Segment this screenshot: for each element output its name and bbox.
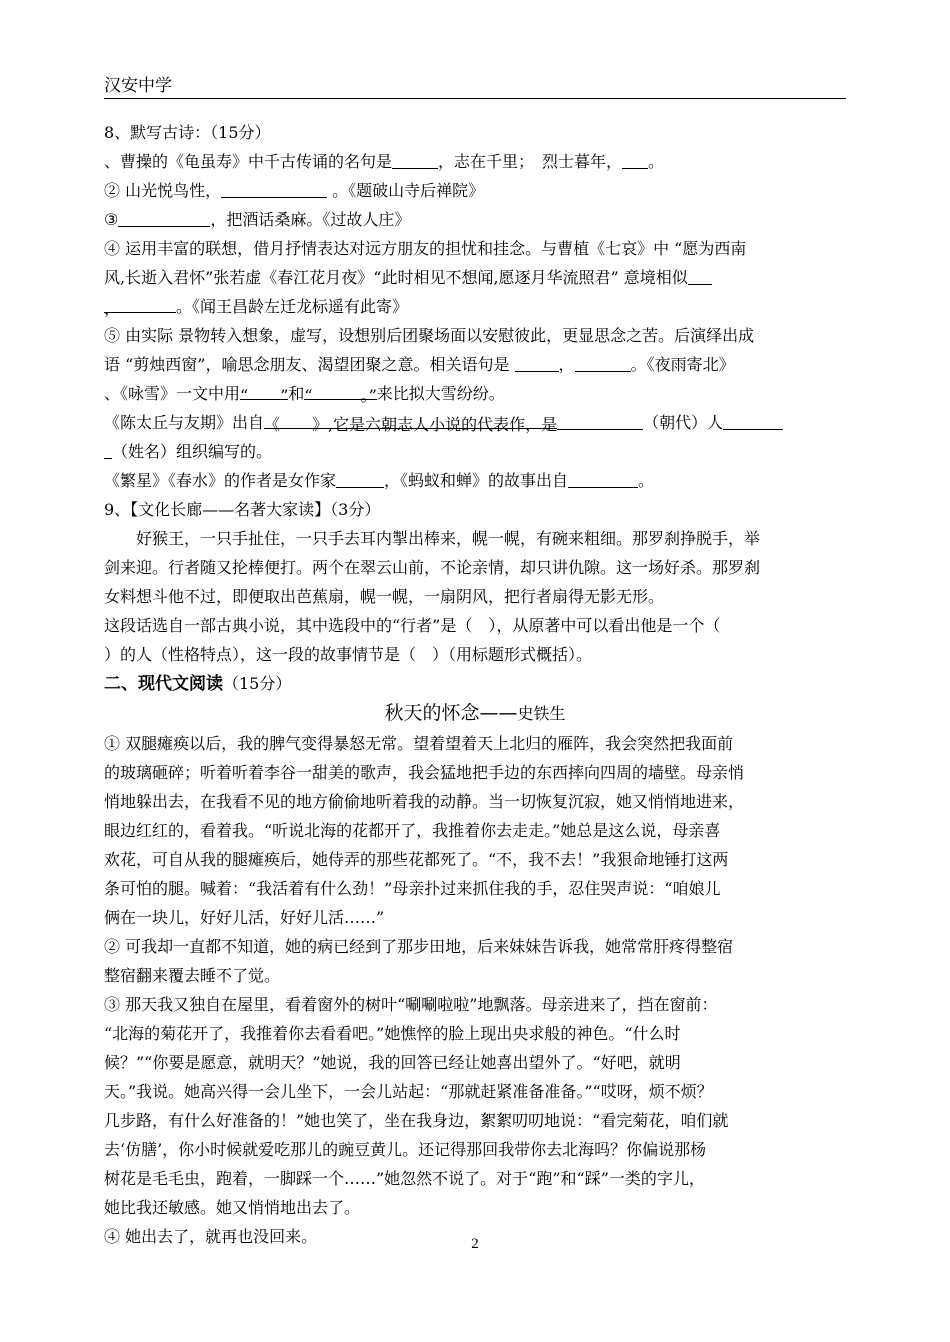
q8-line-7: 《陈太丘与友期》出自《 》,它是六朝志人小说的代表作，是 （朝代）人 [104,408,846,437]
q8-line-5a: ⑤ 由实际 景物转入想象，虚写，设想别后团聚场面以安慰彼此，更显思念之苦。后演绎出成 [104,326,755,345]
answer-blank[interactable]: “ ” [240,381,288,400]
essay-author: 史铁生 [517,704,566,723]
essay-line: 她比我还敏感。她又悄悄地出去了。 [104,1198,361,1217]
essay-line: ③ 那天我又独自在屋里，看着窗外的树叶“唰唰啦啦”地飘落。母亲进来了，挡在窗前： [104,995,718,1014]
essay-title: 秋天的怀念——史铁生 [384,702,566,724]
answer-blank[interactable] [118,208,210,227]
q8-line-9: 《繁星》《春水》的作者是女作家 ，《蚂蚁和蝉》的故事出自 。 [104,471,655,490]
q8-line-1: 、曹操的《龟虽寿》中千古传诵的名句是 ，志在千里； 烈士暮年， 。 [104,152,665,171]
essay-line: 树花是毛毛虫，跑着，一脚踩一个……”她忽然不说了。对于“跑”和“踩”一类的字儿， [104,1169,705,1188]
essay-line: 悄地躲出去，在我看不见的地方偷偷地听着我的动静。当一切恢复沉寂，她又悄悄地进来， [104,792,745,811]
q8-heading: 8、默写古诗：（15分） [104,123,271,142]
essay-body [104,729,846,1251]
answer-blank[interactable] [622,150,648,169]
answer-blank[interactable] [336,469,384,488]
answer-blank[interactable] [575,353,631,372]
page-content [104,118,846,1251]
answer-blank[interactable]: “ 。” [304,381,376,400]
answer-blank[interactable] [723,411,783,430]
q8-line-4c: ， 。《闻王昌龄左迁龙标遥有此寄》 [104,292,846,321]
answer-blank[interactable]: 《 》,它是六朝志人小说的代表作，是 [264,410,557,429]
q9-passage-2: 剑来迎。行者随又抡棒便打。两个在翠云山前，不论亲情，却只讲仇隙。这一场好杀。那罗刹 [104,558,761,577]
answer-blank[interactable] [392,150,438,169]
page-number: 2 [471,1236,479,1252]
essay-line: 的玻璃砸碎；听着听着李谷一甜美的歌声，我会猛地把手边的东西摔向四周的墙壁。母亲悄 [104,763,745,782]
q8-line-3: ③ ，把酒话桑麻。《过故人庄》 [104,210,411,229]
essay-line: 眼边红红的，看着我。“听说北海的花都开了，我推着你去走走。”她总是这么说，母亲喜 [104,821,721,840]
essay-line: ① 双腿瘫痪以后，我的脾气变得暴怒无常。望着望着天上北归的雁阵，我会突然把我面前 [104,734,734,753]
answer-blank[interactable] [557,411,643,430]
page-header [104,76,846,99]
q8-line-8: （姓名）组织编写的。 [104,437,846,466]
q9-passage-3: 女料想斗他不过，即便取出芭蕉扇，幌一幌，一扇阴风，把行者扇得无影无形。 [104,587,665,606]
essay-line: 整宿翻来覆去睡不了觉。 [104,966,281,985]
essay-line: 天。”我说。她高兴得一会儿坐下，一会儿站起：“那就赶紧准备准备。”“哎呀，烦不烦？ [104,1082,713,1101]
essay-line: ④ 她出去了，就再也没回来。 [104,1227,318,1246]
answer-blank[interactable] [688,266,712,285]
q8-line-4b: 风,长逝入君怀”张若虚《春江花月夜》“此时相见不想闻,愿逐月华流照君” 意境相似 [104,263,846,292]
essay-line: ② 可我却一直都不知道，她的病已经到了那步田地，后来妹妹告诉我，她常常肝疼得整宿 [104,937,734,956]
answer-blank[interactable] [568,469,638,488]
essay-line: 候？”“你要是愿意，就明天？”她说，我的回答已经让她喜出望外了。“好吧，就明 [104,1053,681,1072]
q9-passage-1: 好猴王，一只手扯住，一只手去耳内掣出棒来，幌一幌，有碗来粗细。那罗刹挣脱手，举 [136,529,761,548]
q8-line-4a: ④ 运用丰富的联想，借月抒情表达对远方朋友的担忧和挂念。与曹植《七哀》中 “愿为西南 [104,239,747,258]
essay-line: 几步路，有什么好准备的！”她也笑了，坐在我身边，絮絮叨叨地说：“看完菊花，咱们就 [104,1111,729,1130]
answer-blank[interactable] [104,440,112,459]
q8-line-6: 、《咏雪》一文中用“ ”和“ 。”来比拟大雪纷纷。 [104,379,846,408]
essay-line: 欢花，可自从我的腿瘫痪后，她侍弄的那些花都死了。“不，我不去！”我狠命地锤打这两 [104,850,729,869]
essay-line: “北海的菊花开了，我推着你去看看吧。”她憔悴的脸上现出央求般的神色。“什么时 [104,1024,681,1043]
q9-question-1: 这段话选自一部古典小说，其中选段中的“行者”是（ ），从原著中可以看出他是一个（ [104,616,721,635]
essay-line: 去‘仿膳’，你小时候就爱吃那儿的豌豆黄儿。还记得那回我带你去北海吗？你偏说那杨 [104,1140,707,1159]
q9-question-2: ）的人（性格特点），这一段的故事情节是（ ）（用标题形式概括）。 [104,645,593,664]
answer-blank[interactable] [221,179,327,198]
section-heading: 二、现代文阅读（15分） [104,674,292,694]
essay-line: 俩在一块儿，好好儿活，好好儿活……” [104,908,385,927]
q8-line-5b: 语 “剪烛西窗”，喻思念朋友、渴望团聚之意。相关语句是 ， 。《夜雨寄北》 [104,355,735,374]
q8-line-2: ② 山光悦鸟性， 。《题破山寺后禅院》 [104,181,485,200]
essay-line: 条可怕的腿。喊着：“我活着有什么劲！”母亲扑过来抓住我的手，忍住哭声说：“咱娘儿 [104,879,721,898]
answer-blank[interactable] [515,353,559,372]
school-name: 汉安中学 [104,76,172,96]
q9-heading: 9、【文化长廊——名著大家读】（3分） [104,500,381,519]
